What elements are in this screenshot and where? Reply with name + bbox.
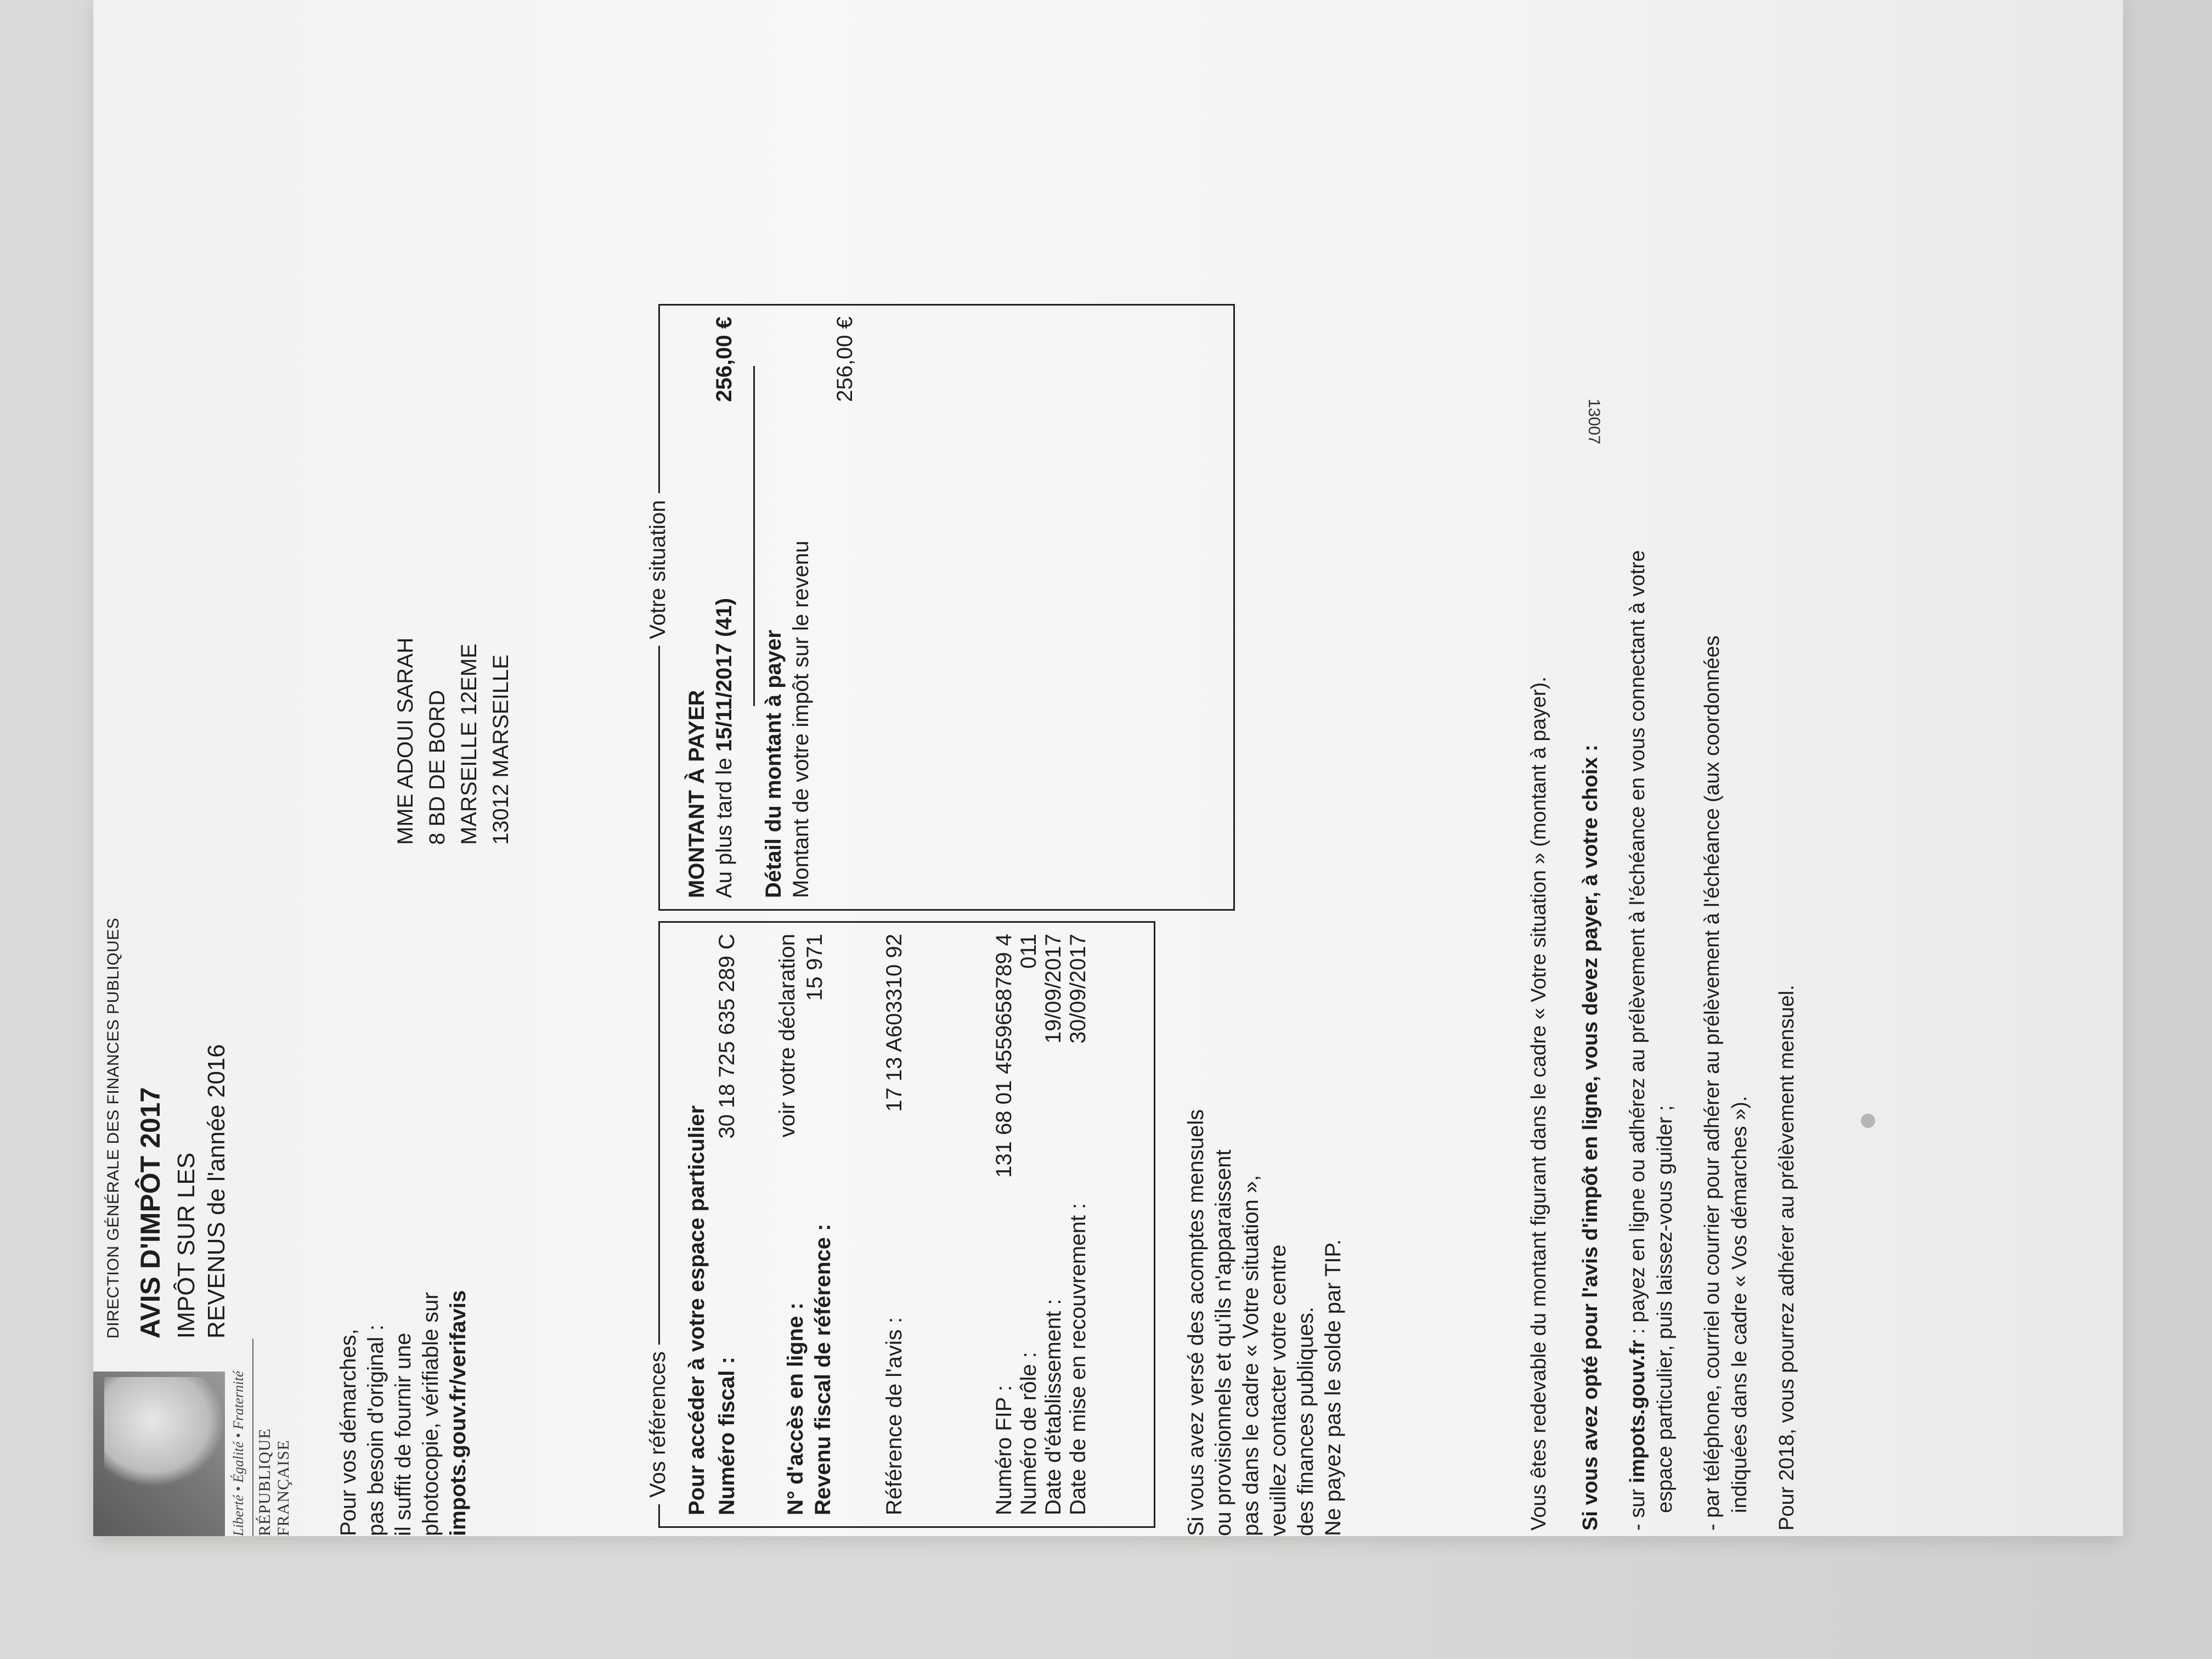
notice-subtitle-line2: REVENUS de l'année 2016: [203, 1044, 230, 1339]
acomptes-notice: [1182, 713, 1347, 1536]
footer-2018-line: Pour 2018, vous pourrez adhérer au prélèvement mensuel.: [1775, 985, 1798, 1531]
acomptes-line: des finances publiques.: [1294, 1306, 1318, 1536]
espace-heading: Pour accéder à votre espace particulier: [685, 1105, 709, 1515]
footer-bullet-1: [1624, 379, 1651, 1531]
acomptes-line: veuillez contacter votre centre: [1266, 1244, 1290, 1536]
recouv-value: 30/09/2017: [1066, 934, 1090, 1044]
situation-box: [646, 304, 1235, 911]
marianne-logo: [93, 1372, 225, 1536]
numero-fiscal-value: 30 18 725 635 289 C: [715, 934, 739, 1139]
situation-legend: Votre situation: [646, 494, 670, 646]
ref-avis-value: 17 13 A603310 92: [882, 934, 906, 1112]
notice-title: AVIS D'IMPÔT 2017: [135, 1087, 166, 1339]
detail-value: 256,00 €: [833, 317, 857, 402]
photocopy-note: [335, 1196, 472, 1536]
footer-bullet-2: - par téléphone, courriel ou courrier pour adhérer au prélèvement à l'échéance (aux coordonnées: [1701, 635, 1724, 1531]
logo-motto: Liberté • Égalité • Fraternité: [230, 1370, 246, 1536]
acomptes-line: pas dans le cadre « Votre situation »,: [1239, 1175, 1263, 1536]
bullet-text: : payez en ligne ou adhérez au prélèvement à l'échéance en vous connectant à votre: [1626, 550, 1649, 1340]
etab-label: Date d'établissement :: [1041, 1299, 1065, 1515]
tax-notice-page: [93, 0, 2123, 1536]
recouv-label: Date de mise en recouvrement :: [1066, 1203, 1090, 1515]
ref-avis-label: Référence de l'avis :: [882, 1317, 906, 1515]
logo-republique: RÉPUBLIQUE FRANÇAISE: [252, 1339, 293, 1536]
montant-heading: MONTANT À PAYER: [685, 690, 709, 898]
recipient-postal: 13012 MARSEILLE: [489, 654, 513, 845]
deadline-prefix: Au plus tard le: [712, 752, 736, 898]
footer-line: Vous êtes redevable du montant figurant dans le cadre « Votre situation » (montant à payer).: [1527, 676, 1550, 1531]
note-line: Pour vos démarches,: [336, 1329, 360, 1536]
recipient-address: [390, 637, 517, 845]
acomptes-line: ou provisionnels et qu'ils n'apparaissent: [1211, 1149, 1235, 1536]
margin-code: 13007: [1585, 398, 1603, 444]
role-value: 011: [1017, 934, 1041, 969]
references-legend: Vos références: [646, 1345, 670, 1504]
fip-value: 131 68 01 4559658789 4: [992, 934, 1016, 1178]
acomptes-line: Si vous avez versé des acomptes mensuels: [1184, 1109, 1208, 1536]
montant-value: 256,00 €: [712, 317, 736, 402]
recipient-name: MME ADOUI SARAH: [393, 637, 417, 845]
direction-header: DIRECTION GÉNÉRALE DES FINANCES PUBLIQUES: [104, 917, 122, 1339]
acomptes-line: Ne payez pas le solde par TIP.: [1321, 1239, 1345, 1536]
footer-bullet-1-line2: espace particulier, puis laissez-vous guider ;: [1654, 1105, 1677, 1513]
payment-instructions: [1525, 379, 1801, 1531]
acces-heading: N° d'accès en ligne :: [783, 1302, 808, 1515]
note-line: il suffit de fournir une: [391, 1333, 415, 1536]
notice-subtitle-line1: IMPÔT SUR LES: [173, 1152, 200, 1339]
references-box: [646, 921, 1155, 1528]
role-label: Numéro de rôle :: [1017, 1352, 1041, 1515]
bullet-prefix: - sur: [1626, 1483, 1649, 1531]
rfr-value: 15 971: [803, 934, 827, 1001]
note-line: photocopie, vérifiable sur: [419, 1292, 443, 1536]
numero-fiscal-label: Numéro fiscal :: [715, 1357, 739, 1515]
verifavis-link[interactable]: impots.gouv.fr/verifavis: [446, 1290, 470, 1536]
rfr-label: Revenu fiscal de référence :: [811, 1223, 835, 1515]
fip-label: Numéro FIP :: [992, 1385, 1016, 1515]
divider-rule: [753, 366, 755, 706]
acces-value: voir votre déclaration: [775, 934, 799, 1138]
deadline-line: [712, 598, 737, 898]
note-line: pas besoin d'original :: [364, 1324, 388, 1536]
detail-label: Montant de votre impôt sur le revenu: [789, 540, 813, 898]
deadline-date: 15/11/2017 (41): [712, 597, 736, 752]
etab-value: 19/09/2017: [1041, 934, 1065, 1044]
recipient-street: 8 BD DE BORD: [425, 690, 449, 845]
impots-gouv-link[interactable]: impots.gouv.fr: [1626, 1340, 1649, 1483]
footer-bullet-2-line2: indiquées dans le cadre « Vos démarches »).: [1728, 1096, 1751, 1513]
detail-heading: Détail du montant à payer: [761, 630, 786, 898]
recipient-city: MARSEILLE 12EME: [457, 644, 481, 845]
footer-bold-line: Si vous avez opté pour l'avis d'impôt en ligne, vous devez payer, à votre choix :: [1579, 744, 1602, 1531]
